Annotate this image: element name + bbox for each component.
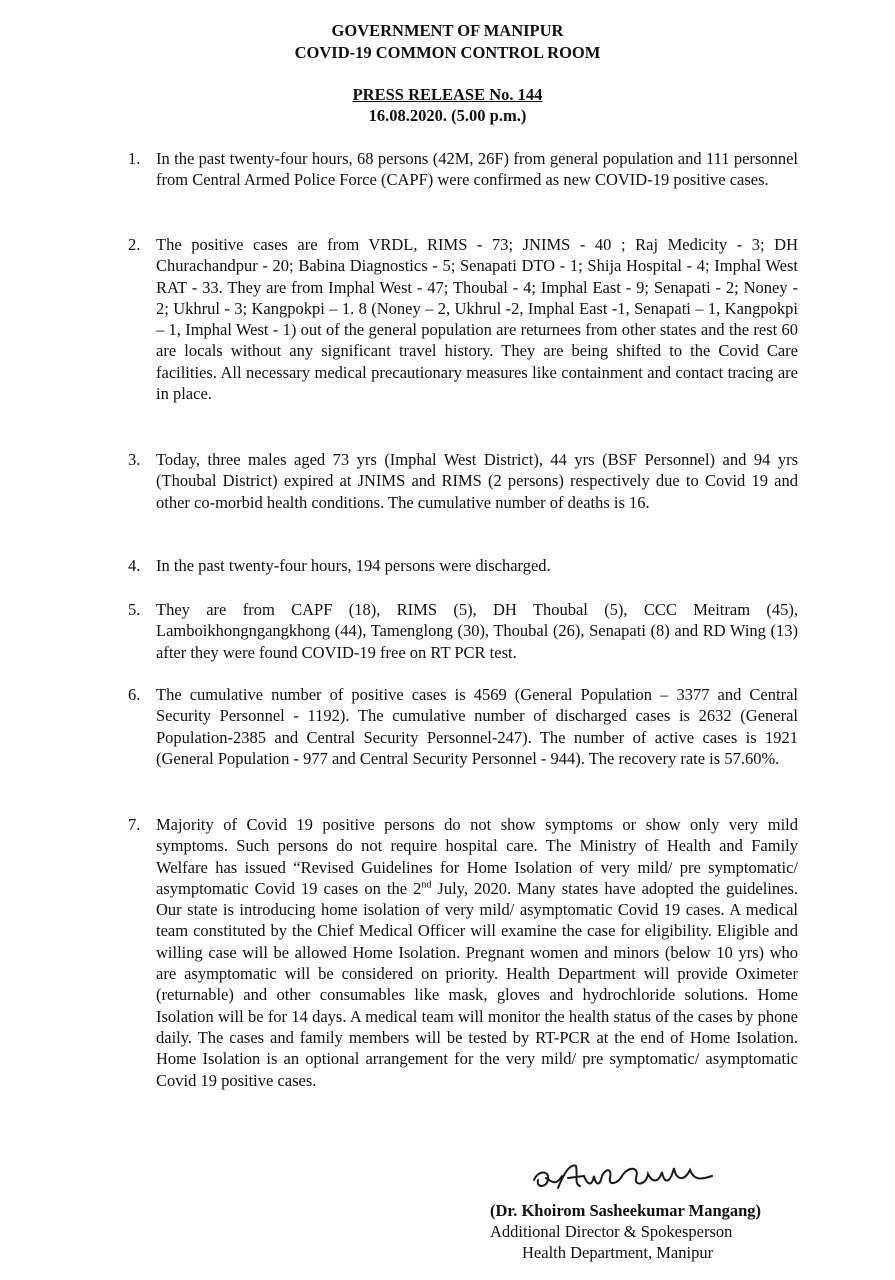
item-number: 3.: [128, 450, 141, 469]
item-number: 2.: [128, 235, 141, 254]
item-number: 7.: [128, 815, 141, 834]
item-text: In the past twenty-four hours, 68 persons (42M, 26F) from general population and 111 personnel from Central Armed Police Force (CAPF) were confirmed as new COVID-19 positive cases.: [156, 149, 798, 190]
item-number: 5.: [128, 600, 141, 619]
signatory-department: Health Department, Manipur: [522, 1243, 714, 1262]
signatory-title: Additional Director & Spokesperson: [490, 1222, 733, 1241]
item-text-part: July, 2020. Many states have adopted the guidelines. Our state is introducing home isolation of very mild/ asymptomatic Covid 19 cases. A medical team constituted by the Chief Medical Officer will examine the case for eligibility. Eligible and willing case will be allowed Home Isolation. Pregnant women and minors (below 10 yrs) who are asymptomatic will be considered on priority. Health Department will provide Oximeter (returnable) and other consumables like mask, gloves and hydrochloride solutions. Home Isolation will be for 14 days. A medical team will monitor the health status of the cases by phone daily. The cases and family members will be tested by RT-PCR at the end of Home Isolation. Home Isolation is an optional arrangement for the very mild/ pre symptomatic/ asymptomatic Covid 19 positive cases.: [156, 878, 798, 1090]
item-text: The cumulative number of positive cases is 4569 (General Population – 3377 and Central Security Personnel - 1192). The cumulative number of discharged cases is 2632 (General Population-2385 and Central Security Personnel-247). The number of active cases is 1921 (General Population - 977 and Central Security Personnel - 944). The recovery rate is 57.60%.: [156, 685, 798, 768]
release-datetime: 16.08.2020. (5.00 p.m.): [368, 106, 527, 125]
item-text-part: Majority of Covid 19 positive persons do not show symptoms or show only very mild symptoms. Such persons do not require hospital care. The Ministry of Health and Family Welfare has issued “Revised Guidelines for Home Isolation of very mild/ pre symptomatic/ asymptomatic Covid 19 cases on the 2: [156, 815, 798, 898]
item-number: 6.: [128, 685, 141, 704]
control-room-heading: COVID-19 COMMON CONTROL ROOM: [294, 43, 601, 62]
ordinal-suffix: nd: [421, 879, 432, 891]
item-text: They are from CAPF (18), RIMS (5), DH Thoubal (5), CCC Meitram (45), Lamboikhongngangkhong (44), Tamenglong (30), Thoubal (26), Senapati (8) and RD Wing (13) after they were found COVID-19 free on RT PCR test.: [156, 600, 798, 662]
press-release-title: PRESS RELEASE No. 144: [352, 85, 543, 104]
item-number: 4.: [128, 556, 141, 575]
signatory-name: (Dr. Khoirom Sasheekumar Mangang): [490, 1201, 762, 1220]
item-text: [156, 814, 798, 1091]
item-number: 1.: [128, 149, 141, 168]
item-text: Today, three males aged 73 yrs (Imphal West District), 44 yrs (BSF Personnel) and 94 yrs (Thoubal District) expired at JNIMS and RIMS (2 persons) respectively due to Covid 19 and other co-morbid health conditions. The cumulative number of deaths is 16.: [156, 450, 798, 512]
item-text: The positive cases are from VRDL, RIMS - 73; JNIMS - 40 ; Raj Medicity - 3; DH Churachandpur - 20; Babina Diagnostics - 5; Senapati DTO - 1; Shija Hospital - 4; Imphal West RAT - 33. They are from Imphal West - 47; Thoubal - 4; Imphal East - 9; Senapati - 2; Noney - 2; Ukhrul - 3; Kangpokpi – 1. 8 (Noney – 2, Ukhrul -2, Imphal East -1, Senapati – 1, Kangpokpi – 1, Imphal West - 1) out of the general population are returnees from other states and the rest 60 are locals without any significant travel history. They are being shifted to the Covid Care facilities. All necessary medical precautionary measures like containment and contact tracing are in place.: [156, 235, 798, 404]
item-text: In the past twenty-four hours, 194 persons were discharged.: [156, 556, 551, 575]
handwritten-signature: [528, 1158, 728, 1198]
government-heading: GOVERNMENT OF MANIPUR: [331, 21, 564, 40]
